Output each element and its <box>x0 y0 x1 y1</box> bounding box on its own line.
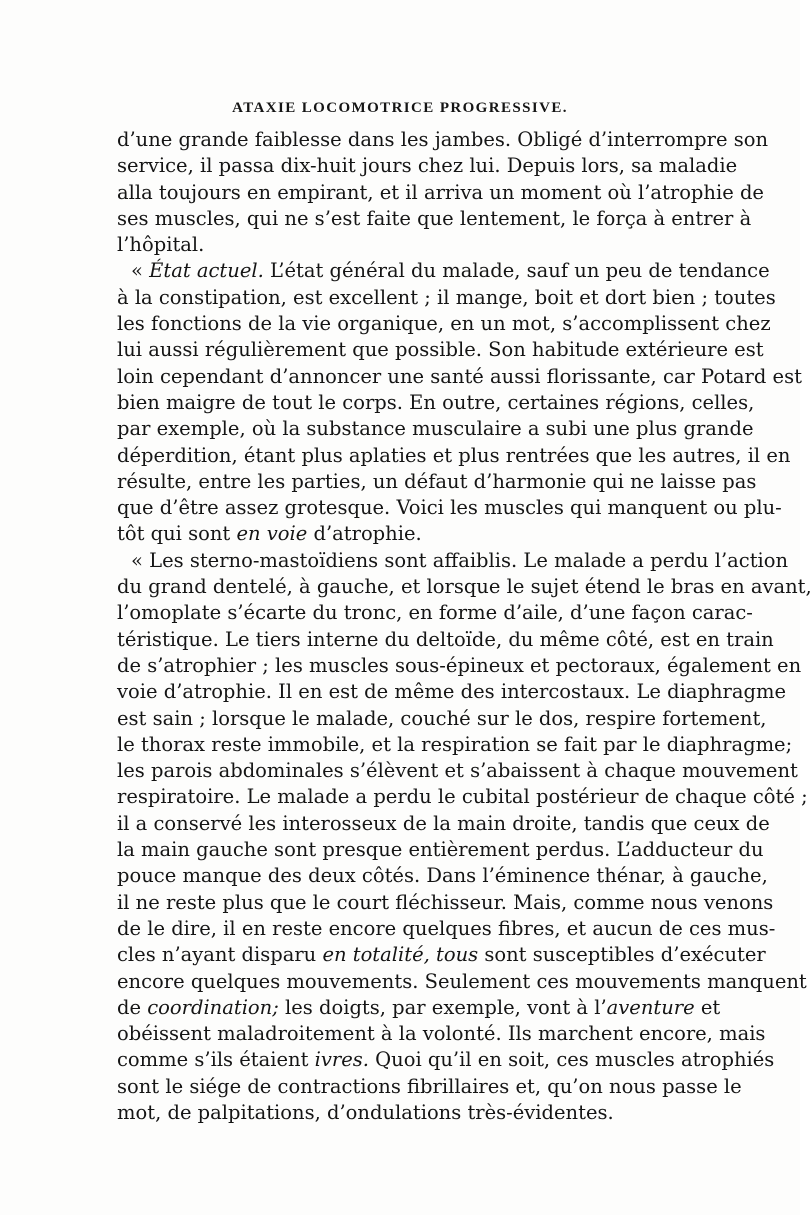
text-fragment: cles n’ayant disparu <box>117 943 323 967</box>
text-line <box>117 443 791 469</box>
text-fragment: le thorax reste immobile, et la respiration se fait par le diaphragme; <box>117 732 793 756</box>
text-line <box>117 942 766 968</box>
text-fragment: du grand dentelé, à gauche, et lorsque le sujet étend le bras en avant, <box>117 575 812 599</box>
text-fragment: il a conservé les interosseux de la main droite, tandis que ceux de <box>117 811 770 835</box>
text-line <box>117 206 752 232</box>
text-fragment: les fonctions de la vie organique, en un mot, s’accomplissent chez <box>117 312 771 336</box>
text-fragment: il ne reste plus que le court fléchisseur. Mais, comme nous venons <box>117 890 774 914</box>
text-fragment: alla toujours en empirant, et il arriva un moment où l’atrophie de <box>117 180 764 204</box>
text-line <box>117 311 771 337</box>
text-fragment: est sain ; lorsque le malade, couché sur le dos, respire fortement, <box>117 706 767 730</box>
text-line <box>117 469 757 495</box>
text-fragment: lui aussi régulièrement que possible. Son habitude extérieure est <box>117 338 764 362</box>
text-line <box>117 1074 742 1100</box>
text-fragment: comme s’ils étaient <box>117 1048 315 1072</box>
italic-text: aventure <box>606 995 695 1019</box>
text-fragment: service, il passa dix-huit jours chez lui. Depuis lors, sa maladie <box>117 154 738 178</box>
text-fragment: l’hôpital. <box>117 233 205 257</box>
text-fragment: « <box>131 259 150 283</box>
text-fragment: d’atrophie. <box>307 522 422 546</box>
text-line <box>117 679 786 705</box>
text-line <box>117 364 802 390</box>
running-head: ATAXIE LOCOMOTRICE PROGRESSIVE. <box>232 100 568 116</box>
text-fragment: L’état général du malade, sauf un peu de tendance <box>263 259 770 283</box>
text-line <box>117 416 754 442</box>
text-line <box>117 495 782 521</box>
text-line <box>117 995 721 1021</box>
text-line <box>117 916 776 942</box>
text-fragment: de <box>117 995 148 1019</box>
text-line <box>117 811 770 837</box>
text-line <box>117 258 770 284</box>
text-fragment: d’une grande faiblesse dans les jambes. Obligé d’interrompre son <box>117 128 769 151</box>
text-fragment: l’omoplate s’écarte du tronc, en forme d’aile, d’une façon carac- <box>117 601 753 625</box>
italic-text: ivres. <box>314 1048 369 1072</box>
text-fragment: déperdition, étant plus aplaties et plus rentrées que les autres, il en <box>117 443 791 467</box>
text-line <box>117 180 764 206</box>
text-fragment: mot, de palpitations, d’ondulations très-évidentes. <box>117 1100 614 1124</box>
body-text <box>117 127 812 1126</box>
text-line <box>117 337 764 363</box>
text-line <box>117 521 679 547</box>
text-line <box>117 890 774 916</box>
text-fragment: les doigts, par exemple, vont à l’ <box>278 995 607 1019</box>
text-fragment: de le dire, il en reste encore quelques fibres, et aucun de ces mus- <box>117 916 776 940</box>
text-line <box>117 1100 679 1126</box>
text-line <box>117 285 776 311</box>
text-line <box>117 1021 766 1047</box>
text-line <box>117 232 679 258</box>
text-fragment: obéissent maladroitement à la volonté. Ils marchent encore, mais <box>117 1022 766 1046</box>
italic-text: en voie <box>236 522 308 546</box>
text-line <box>117 653 802 679</box>
text-fragment: respiratoire. Le malade a perdu le cubital postérieur de chaque côté ; <box>117 785 808 809</box>
text-fragment: de s’atrophier ; les muscles sous-épineux et pectoraux, également en <box>117 653 802 677</box>
text-fragment: sont susceptibles d’exécuter <box>478 943 766 967</box>
text-line <box>117 706 767 732</box>
text-fragment: tôt qui sont <box>117 522 237 546</box>
text-line <box>117 627 774 653</box>
text-fragment: encore quelques mouvements. Seulement ces mouvements manquent <box>117 969 807 993</box>
text-line <box>117 574 812 600</box>
text-line <box>117 837 764 863</box>
italic-text: en totalité, tous <box>322 943 479 967</box>
text-line <box>117 127 769 153</box>
text-line <box>117 732 793 758</box>
text-fragment: et <box>694 995 721 1019</box>
text-fragment: « Les sterno-mastoïdiens sont affaiblis. Le malade a perdu l’action <box>131 548 789 572</box>
italic-text: coordination; <box>147 995 279 1019</box>
text-line <box>117 600 753 626</box>
text-line <box>117 969 807 995</box>
text-fragment: les parois abdominales s’élèvent et s’abaissent à chaque mouvement <box>117 759 798 783</box>
text-line <box>117 758 798 784</box>
text-fragment: que d’être assez grotesque. Voici les muscles qui manquent ou plu- <box>117 496 782 520</box>
text-fragment: ses muscles, qui ne s’est faite que lentement, le força à entrer à <box>117 206 752 230</box>
text-line <box>117 863 768 889</box>
text-fragment: à la constipation, est excellent ; il mange, boit et dort bien ; toutes <box>117 285 776 309</box>
text-fragment: Quoi qu’il en soit, ces muscles atrophiés <box>368 1048 775 1072</box>
text-line <box>117 784 808 810</box>
text-line <box>117 153 738 179</box>
text-fragment: voie d’atrophie. Il en est de même des intercostaux. Le diaphragme <box>117 680 786 704</box>
italic-text: État actuel. <box>149 259 264 283</box>
text-line <box>117 548 789 574</box>
text-line <box>117 1047 775 1073</box>
text-line <box>117 390 755 416</box>
text-fragment: sont le siége de contractions fibrillaires et, qu’on nous passe le <box>117 1074 742 1098</box>
text-fragment: loin cependant d’annoncer une santé aussi florissante, car Potard est <box>117 364 802 388</box>
text-fragment: la main gauche sont presque entièrement perdus. L’adducteur du <box>117 838 764 862</box>
text-fragment: bien maigre de tout le corps. En outre, certaines régions, celles, <box>117 390 755 414</box>
text-fragment: téristique. Le tiers interne du deltoïde, du même côté, est en train <box>117 627 774 651</box>
text-fragment: par exemple, où la substance musculaire a subi une plus grande <box>117 417 754 441</box>
text-fragment: pouce manque des deux côtés. Dans l’éminence thénar, à gauche, <box>117 864 768 888</box>
text-fragment: résulte, entre les parties, un défaut d’harmonie qui ne laisse pas <box>117 469 757 493</box>
